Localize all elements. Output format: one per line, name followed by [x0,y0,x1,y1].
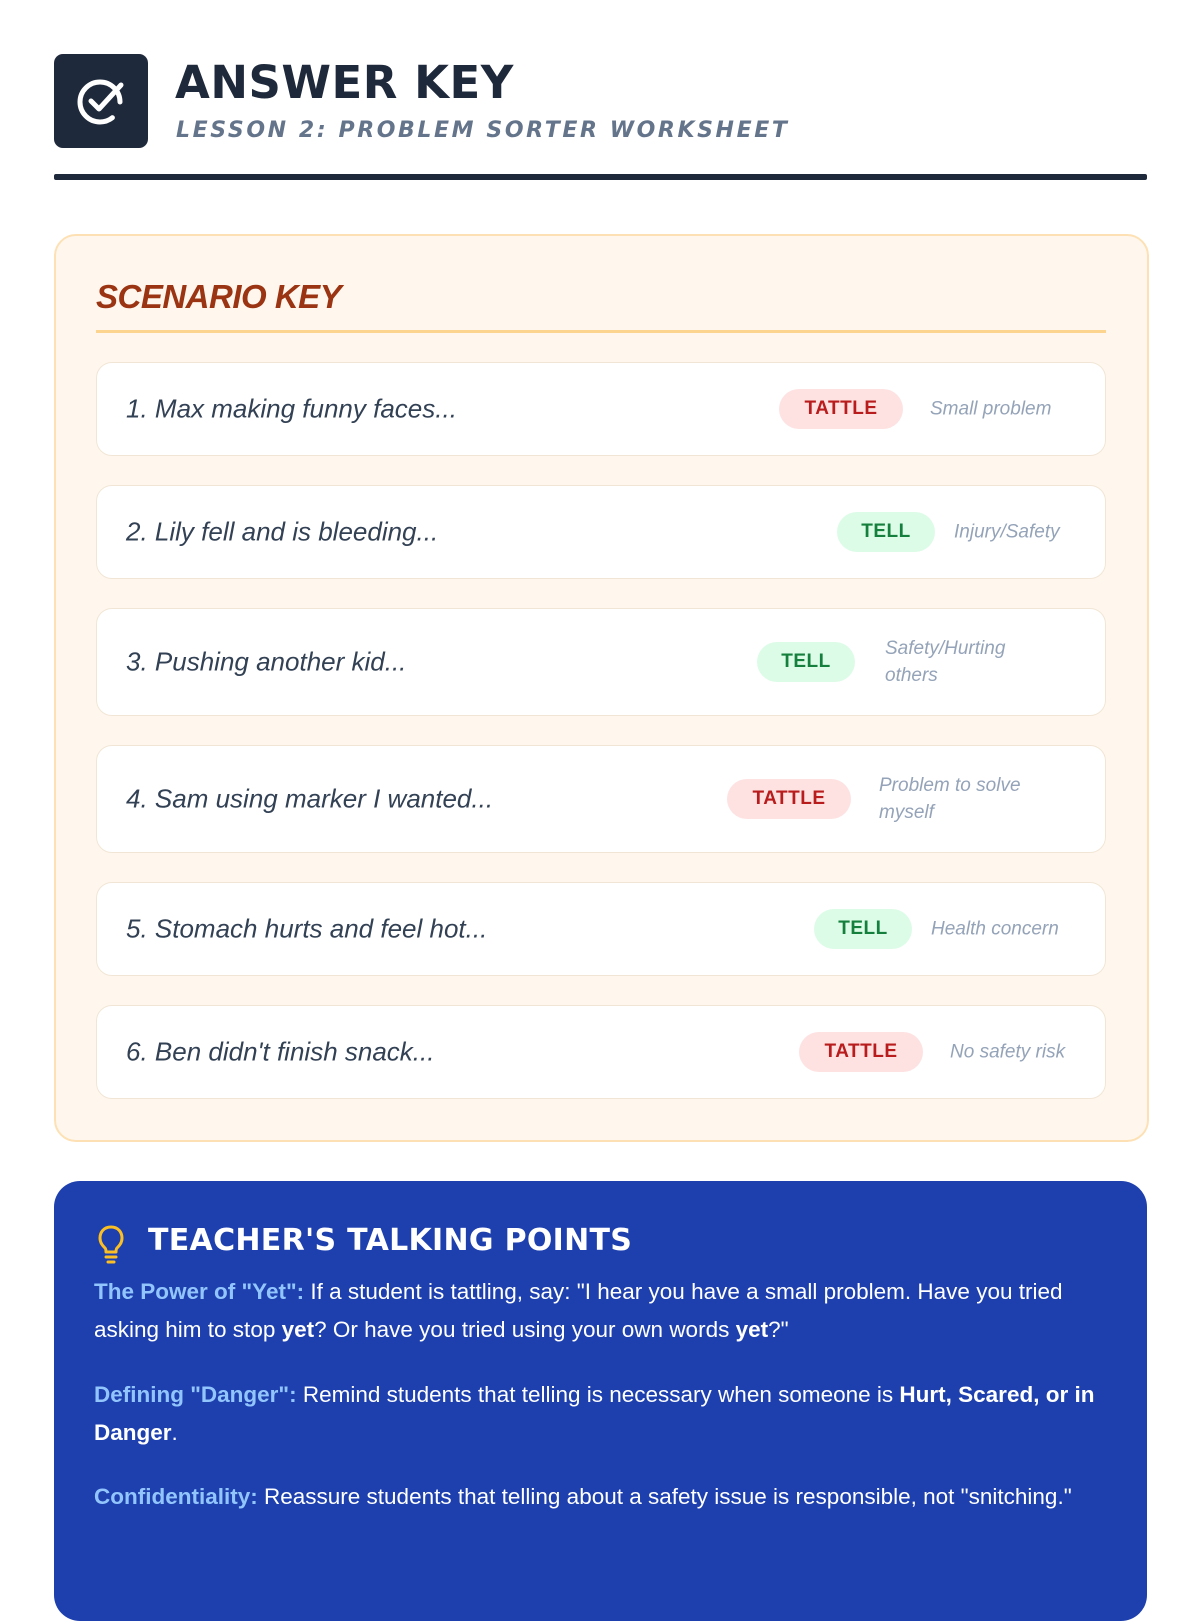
scenario-text: 1. Max making funny faces... [126,393,457,424]
scenario-row [96,362,1106,456]
talking-point [94,1376,1104,1452]
tattle-badge: TATTLE [727,779,851,819]
scenario-row [96,608,1106,716]
tell-badge: TELL [814,909,912,949]
scenario-row [96,1005,1106,1099]
scenario-reason: Problem to solve myself [879,775,1021,823]
logo [54,54,148,148]
scenario-key-panel [54,234,1149,1142]
tell-badge: TELL [757,642,855,682]
tattle-badge: TATTLE [799,1032,923,1072]
scenario-text: 2. Lily fell and is bleeding... [126,516,439,547]
page-header [54,54,1147,180]
scenario-reason: Health concern [931,918,1059,940]
talking-point-lead: Confidentiality: [94,1484,258,1509]
tattle-badge: TATTLE [779,389,903,429]
scenario-row [96,745,1106,853]
tell-badge: TELL [837,512,935,552]
scenario-row [96,882,1106,976]
header-divider [54,174,1147,180]
talking-point [94,1273,1104,1349]
check-circle-icon [73,73,129,129]
talking-point-emphasis: yet [735,1317,769,1342]
talking-points-heading: TEACHER'S TALKING POINTS [148,1223,633,1258]
talking-point-text: Reassure students that telling about a safety issue is responsible, not "snitching." [257,1484,1072,1509]
scenario-row [96,485,1106,579]
page-title: ANSWER KEY [175,56,514,109]
scenario-text: 6. Ben didn't finish snack... [126,1036,435,1067]
scenario-reason: No safety risk [950,1041,1066,1063]
talking-point-lead: The Power of "Yet": [94,1279,305,1304]
talking-point-emphasis: yet [281,1317,315,1342]
scenario-text: 3. Pushing another kid... [126,646,407,677]
talking-point-text: ? Or have you tried using your own words [314,1317,736,1342]
talking-point-text: ?" [768,1317,789,1342]
scenario-text: 5. Stomach hurts and feel hot... [126,913,488,944]
talking-point-text: . [171,1420,178,1445]
talking-point [94,1478,1104,1516]
page-subtitle: LESSON 2: PROBLEM SORTER WORKSHEET [176,118,790,143]
talking-point-text: If a student is tattling, say: "I hear you have a small problem. Have you tried asking him to stop [94,1279,1063,1342]
scenario-reason: Small problem [930,398,1052,420]
scenario-text: 4. Sam using marker I wanted... [126,783,494,814]
talking-point-text: Remind students that telling is necessary when someone is [296,1382,900,1407]
scenario-reason: Injury/Safety [954,521,1060,543]
talking-point-emphasis: Hurt, Scared, or in Danger [94,1382,1095,1445]
scenario-key-heading: SCENARIO KEY [96,278,342,315]
teacher-talking-points-panel [54,1181,1147,1621]
scenario-key-divider [96,330,1106,333]
scenario-reason: Safety/Hurting others [885,638,1006,686]
lightbulb-icon [96,1224,126,1264]
talking-point-lead: Defining "Danger": [94,1382,297,1407]
